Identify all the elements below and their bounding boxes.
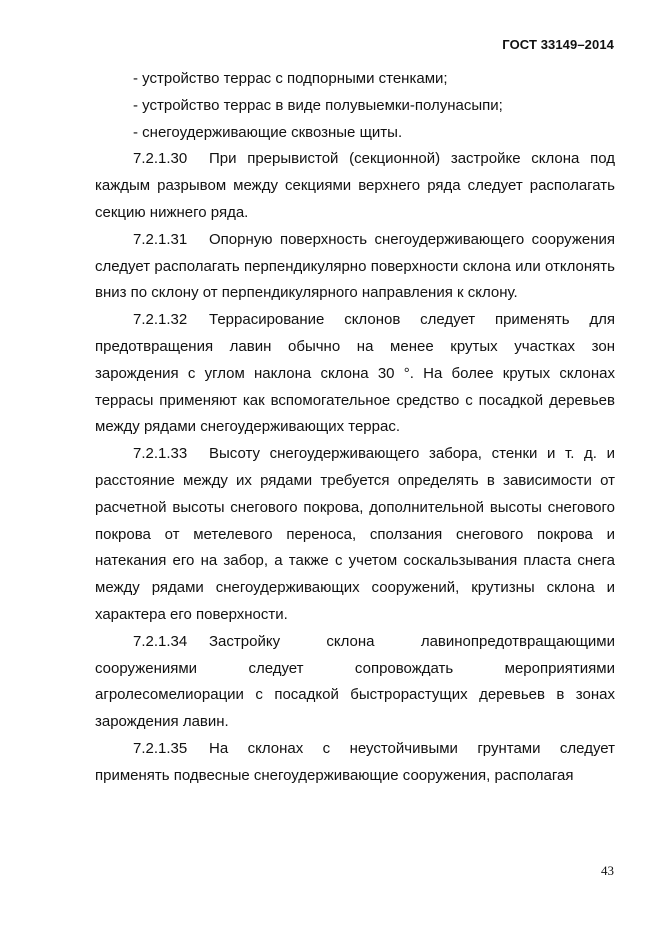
clause-text: Застройку склона лавинопредотвращающими сооружениями следует сопровождать мероприятиями агролесомелиорации с посадкой быстрорастущих деревьев в зонах зарождения лавин. [95,632,615,731]
clause-text: На склонах с неустойчивыми грунтами следует применять подвесные снегоудерживающие сооружения, располагая [95,739,615,784]
clause-number: 7.2.1.33 [133,445,188,463]
document-body [95,66,615,790]
clause-number: 7.2.1.31 [133,230,188,248]
clause-number: 7.2.1.35 [133,739,188,757]
list-item: - снегоудерживающие сквозные щиты. [133,123,403,141]
page-number: 43 [601,863,614,878]
clause-text: Террасирование склонов следует применять для предотвращения лавин обычно на менее крутых участках зон зарождения с углом наклона склона 30 °. На более крутых склонах террасы применяют как вспомогательное средство с посадкой деревьев между рядами снегоудерживающих террас. [95,311,615,436]
clause-7-2-1-35 [95,736,615,790]
clause-7-2-1-31 [95,227,615,307]
clause-7-2-1-34 [95,629,615,736]
list-item: - устройство террас с подпорными стенками; [133,70,448,87]
clause-text: При прерывистой (секционной) застройке склона под каждым разрывом между секциями верхнего ряда следует располагать секцию нижнего ряда. [95,150,615,221]
list-item: - устройство террас в виде полувыемки-полунасыпи; [133,96,503,114]
clause-7-2-1-32 [95,307,615,441]
clause-7-2-1-30 [95,146,615,226]
clause-text: Опорную поверхность снегоудерживающего сооружения следует располагать перпендикулярно поверхности склона или отклонять вниз по склону от перпендикулярного направления к склону. [95,230,615,302]
clause-7-2-1-33 [95,441,615,629]
clause-number: 7.2.1.32 [133,311,188,329]
clause-number: 7.2.1.34 [133,632,188,650]
standard-code-header: ГОСТ 33149–2014 [502,37,614,52]
clause-text: Высоту снегоудерживающего забора, стенки и т. д. и расстояние между их рядами требуется определять в зависимости от расчетной высоты снегового покрова, дополнительной высоты снегового покрова от метелевого переноса, сползания снегового покрова и натекания его на забор, а также с учетом соскальзывания пласта снега между рядами снегоудерживающих сооружений, крутизны склона и характера его поверхности. [95,445,615,623]
clause-number: 7.2.1.30 [133,150,188,168]
